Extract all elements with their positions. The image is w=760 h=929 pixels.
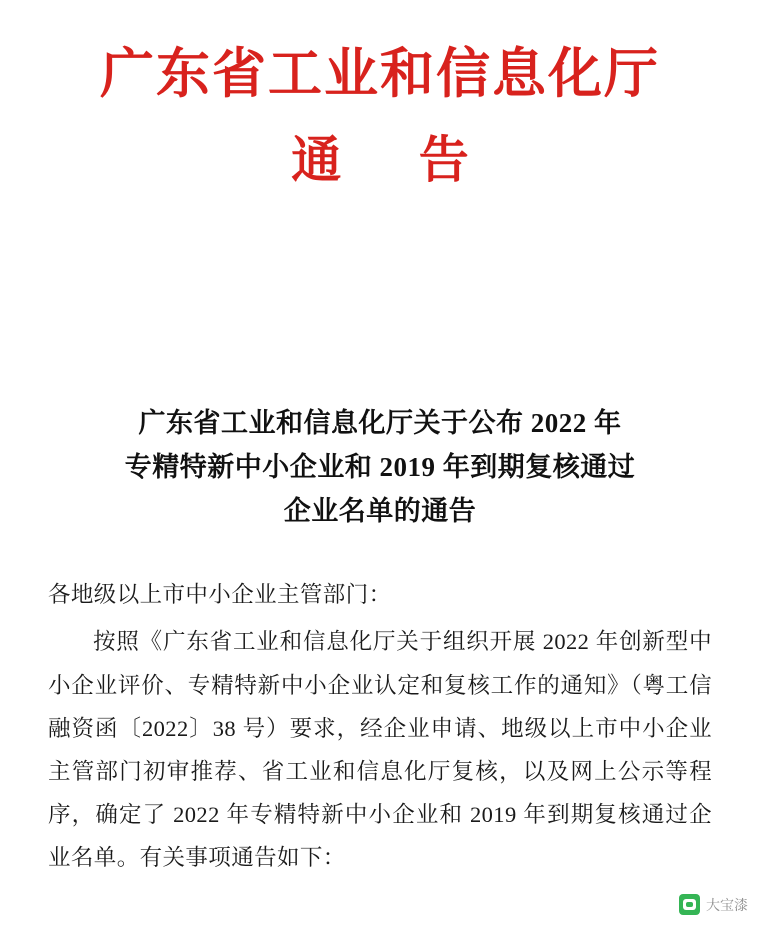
masthead: [48, 0, 712, 190]
watermark-account-badge: [679, 894, 748, 915]
document-title-line-2: 专精特新中小企业和 2019 年到期复核通过: [124, 451, 636, 482]
wechat-qr-icon: [679, 894, 700, 915]
document-title: [48, 402, 712, 533]
salutation: 各地级以上市中小企业主管部门：: [48, 582, 392, 608]
body-paragraph-1: 按照《广东省工业和信息化厅关于组织开展 2022 年创新型中小企业评价、专精特新中小企业认定和复核工作的通知》（粤工信融资函〔2022〕38 号）要求，经企业申请、地级以上市中小企业主管部门初审推荐、省工业和信息化厅复核，以及网上公示等程序，确定了 2022 年专精特新中小企业和 2019 年到期复核通过企业名单。有关事项通告如下：: [48, 629, 712, 871]
watermark-account-name: 大宝漆: [706, 896, 748, 913]
document-title-line-1: 广东省工业和信息化厅关于公布 2022 年: [138, 408, 622, 439]
issuing-organization: 广东省工业和信息化厅: [100, 41, 660, 105]
document-body: [48, 573, 712, 879]
document-type-label: 通 告: [291, 130, 499, 190]
document-title-line-3: 企业名单的通告: [283, 495, 477, 526]
